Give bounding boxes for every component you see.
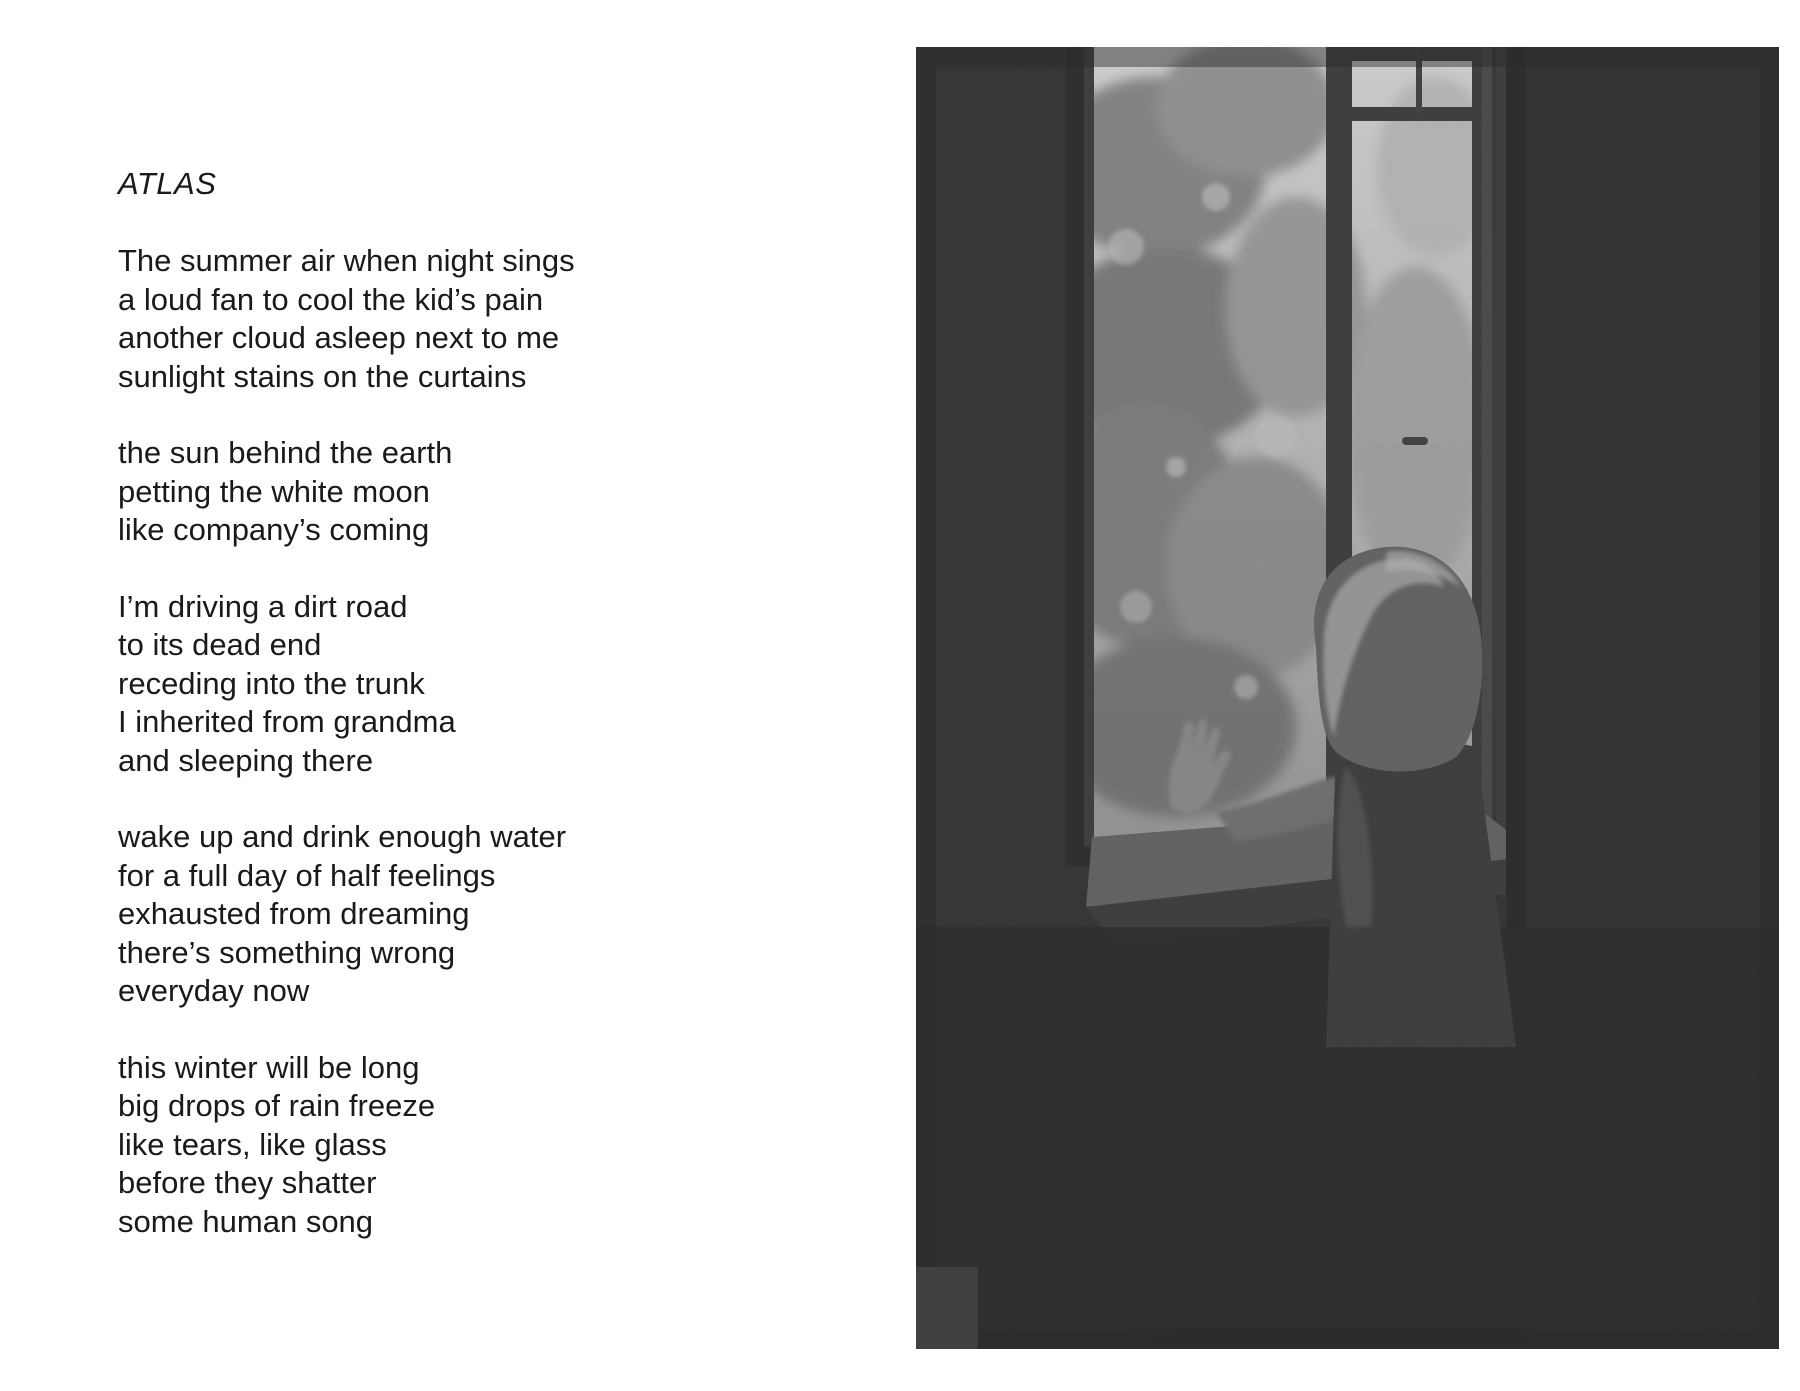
stanza-4 xyxy=(118,818,838,1011)
photograph xyxy=(916,47,1779,1349)
stanza-5 xyxy=(118,1049,838,1242)
stanza-1 xyxy=(118,242,838,396)
poem-line: this winter will be long xyxy=(118,1049,420,1085)
poem-title: ATLAS xyxy=(118,166,217,201)
poem xyxy=(118,165,838,1279)
poem-line: for a full day of half feelings xyxy=(118,857,496,893)
poem-line: the sun behind the earth xyxy=(118,435,453,470)
stanza-2 xyxy=(118,434,838,550)
poem-line: there’s something wrong xyxy=(118,934,456,970)
poem-line: another cloud asleep next to me xyxy=(118,320,560,355)
poem-line: sunlight stains on the curtains xyxy=(118,358,527,394)
poem-line: before they shatter xyxy=(118,1165,377,1200)
poem-line: petting the white moon xyxy=(118,473,430,509)
poem-line: I’m driving a dirt road xyxy=(118,588,408,624)
poem-line: The summer air when night sings xyxy=(118,243,575,278)
photo-child-at-window xyxy=(916,47,1779,1349)
poem-line: like company’s coming xyxy=(118,512,430,547)
poem-line: a loud fan to cool the kid’s pain xyxy=(118,281,544,317)
poem-line: to its dead end xyxy=(118,627,322,662)
poem-line: wake up and drink enough water xyxy=(118,819,567,854)
poem-line: everyday now xyxy=(118,973,310,1008)
poem-line: I inherited from grandma xyxy=(118,704,456,739)
poem-line: and sleeping there xyxy=(118,742,374,778)
poem-line: receding into the trunk xyxy=(118,665,425,701)
poem-line: exhausted from dreaming xyxy=(118,896,470,931)
poem-line: big drops of rain freeze xyxy=(118,1088,436,1123)
poem-line: like tears, like glass xyxy=(118,1126,387,1162)
stanza-3 xyxy=(118,588,838,781)
poem-line: some human song xyxy=(118,1203,374,1239)
